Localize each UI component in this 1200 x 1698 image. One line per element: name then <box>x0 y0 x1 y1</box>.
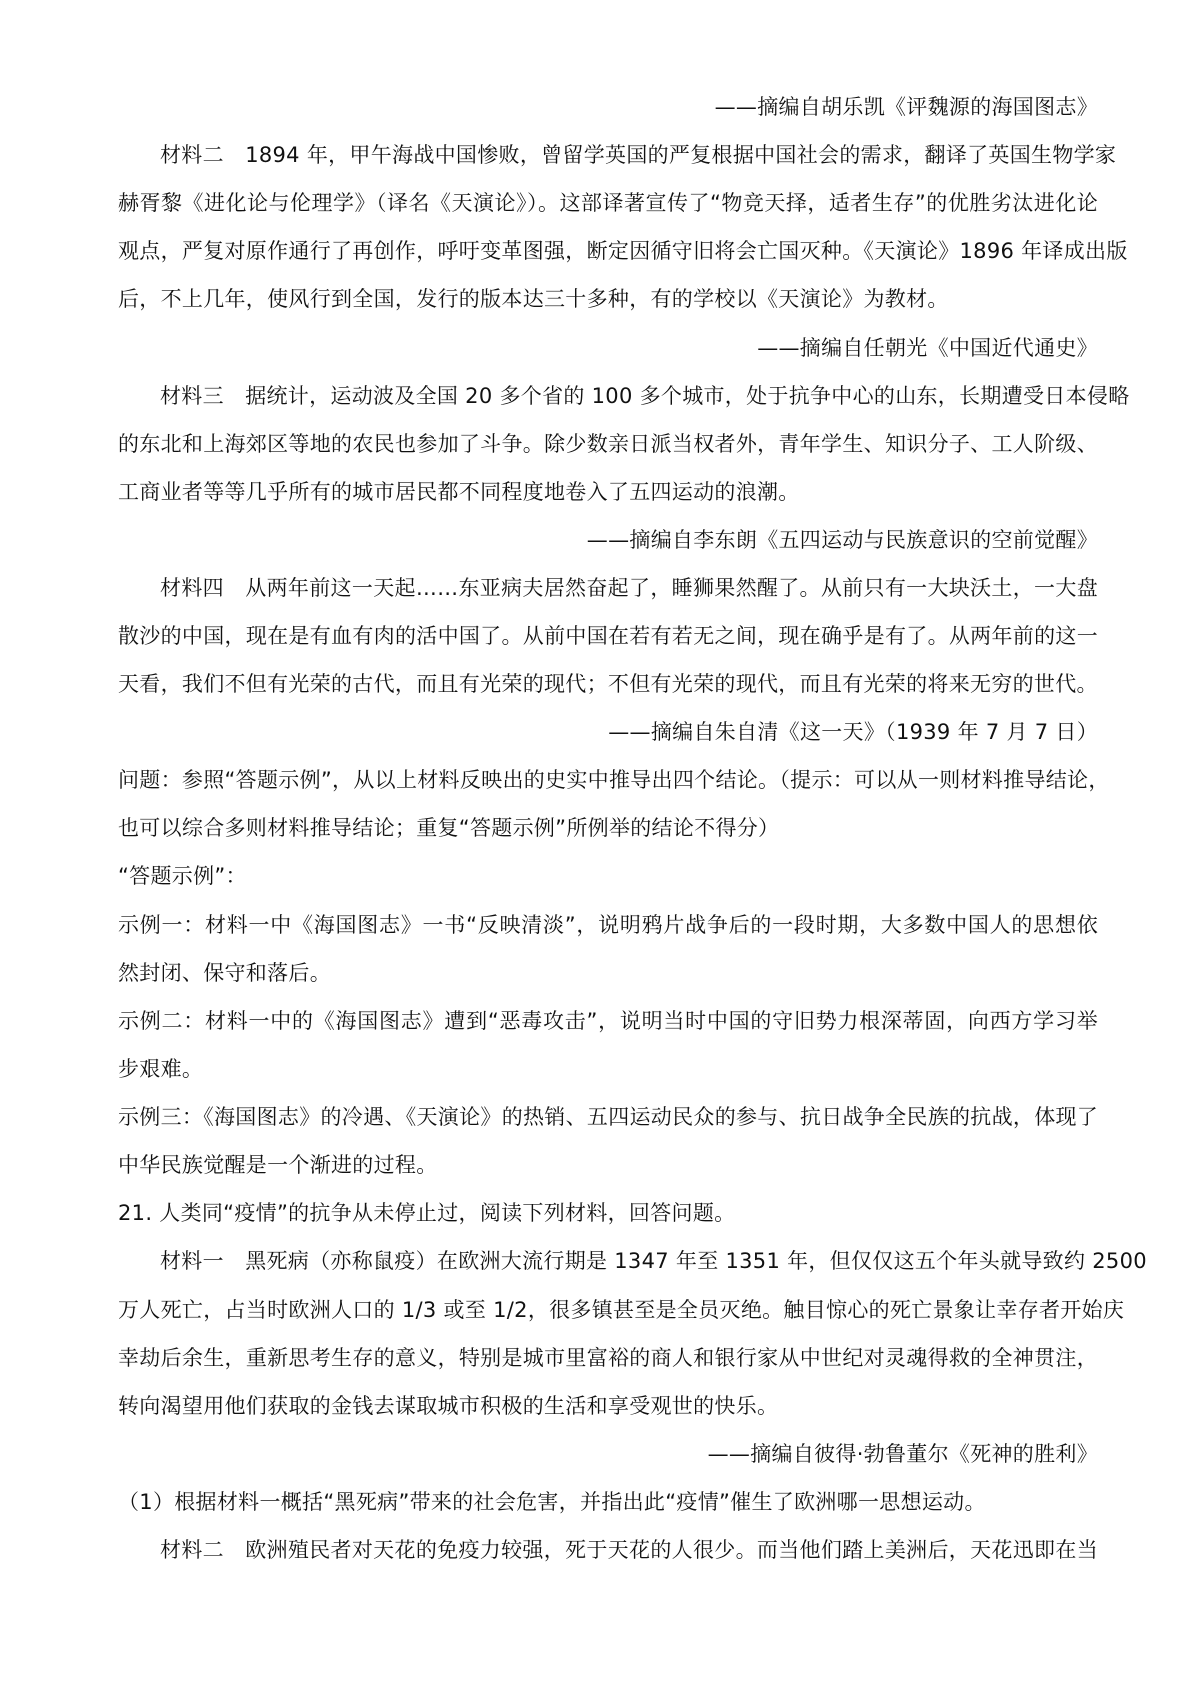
text-line: 观点，严复对原作通行了再创作，呼吁变革图强，断定因循守旧将会亡国灭种。《天演论》1896 年译成出版 <box>118 239 1128 263</box>
text-line: 材料三 据统计，运动波及全国 20 多个省的 100 多个城市，处于抗争中心的山东，长期遭受日本侵略 <box>160 384 1130 408</box>
source-citation: ——摘编自彼得·勃鲁董尔《死神的胜利》 <box>707 1442 1098 1466</box>
text-line: 然封闭、保守和落后。 <box>118 961 331 985</box>
text-line: 示例一：材料一中《海国图志》一书“反映清淡”，说明鸦片战争后的一段时期，大多数中国人的思想依 <box>118 913 1098 937</box>
text-line: 也可以综合多则材料推导结论；重复“答题示例”所例举的结论不得分） <box>118 816 780 840</box>
text-line: 幸劫后余生，重新思考生存的意义，特别是城市里富裕的商人和银行家从中世纪对灵魂得救的全神贯注， <box>118 1346 1098 1370</box>
text-line: 中华民族觉醒是一个渐进的过程。 <box>118 1153 438 1177</box>
text-line: 示例三：《海国图志》的冷遇、《天演论》的热销、五四运动民众的参与、抗日战争全民族的抗战，体现了 <box>118 1105 1099 1129</box>
text-line: 步艰难。 <box>118 1057 204 1081</box>
text-line: 21. 人类同“疫情”的抗争从未停止过，阅读下列材料，回答问题。 <box>118 1201 736 1225</box>
text-line: 万人死亡，占当时欧洲人口的 1/3 或至 1/2，很多镇甚至是全员灭绝。触目惊心的死亡景象让幸存者开始庆 <box>118 1298 1125 1322</box>
text-line: “答题示例”： <box>118 864 247 888</box>
source-citation: ——摘编自李东朗《五四运动与民族意识的空前觉醒》 <box>586 528 1098 552</box>
source-citation: ——摘编自胡乐凯《评魏源的海国图志》 <box>714 95 1098 119</box>
text-line: 材料二 1894 年，甲午海战中国惨败，曾留学英国的严复根据中国社会的需求，翻译了英国生物学家 <box>160 143 1117 167</box>
text-line: 后，不上几年，使风行到全国，发行的版本达三十多种，有的学校以《天演论》为教材。 <box>118 287 949 311</box>
text-line: 转向渴望用他们获取的金钱去谋取城市积极的生活和享受观世的快乐。 <box>118 1394 779 1418</box>
source-citation: ——摘编自朱自清《这一天》（1939 年 7 月 7 日） <box>608 720 1098 744</box>
text-line: 问题：参照“答题示例”，从以上材料反映出的史实中推导出四个结论。（提示：可以从一则材料推导结论， <box>118 768 1110 792</box>
text-line: 赫胥黎《进化论与伦理学》（译名《天演论》）。这部译著宣传了“物竞天择，适者生存”的优胜劣汰进化论 <box>118 191 1098 215</box>
text-line: 工商业者等等几乎所有的城市居民都不同程度地卷入了五四运动的浪潮。 <box>118 480 800 504</box>
text-line: 示例二：材料一中的《海国图志》遭到“恶毒攻击”，说明当时中国的守旧势力根深蒂固，向西方学习举 <box>118 1009 1098 1033</box>
text-line: 天看，我们不但有光荣的古代，而且有光荣的现代；不但有光荣的现代，而且有光荣的将来无穷的世代。 <box>118 672 1098 696</box>
text-line: 散沙的中国，现在是有血有肉的活中国了。从前中国在若有若无之间，现在确乎是有了。从两年前的这一 <box>118 624 1098 648</box>
text-line: （1）根据材料一概括“黑死病”带来的社会危害，并指出此“疫情”催生了欧洲哪一思想运动。 <box>118 1490 986 1514</box>
text-line: 的东北和上海郊区等地的农民也参加了斗争。除少数亲日派当权者外，青年学生、知识分子、工人阶级、 <box>118 432 1098 456</box>
text-line: 材料二 欧洲殖民者对天花的免疫力较强，死于天花的人很少。而当他们踏上美洲后，天花迅即在当 <box>160 1538 1098 1562</box>
text-line: 材料一 黑死病（亦称鼠疫）在欧洲大流行期是 1347 年至 1351 年，但仅仅这五个年头就导致约 2500 <box>160 1249 1147 1273</box>
source-citation: ——摘编自任朝光《中国近代通史》 <box>757 336 1098 360</box>
text-line: 材料四 从两年前这一天起……东亚病夫居然奋起了，睡狮果然醒了。从前只有一大块沃土，一大盘 <box>160 576 1098 600</box>
